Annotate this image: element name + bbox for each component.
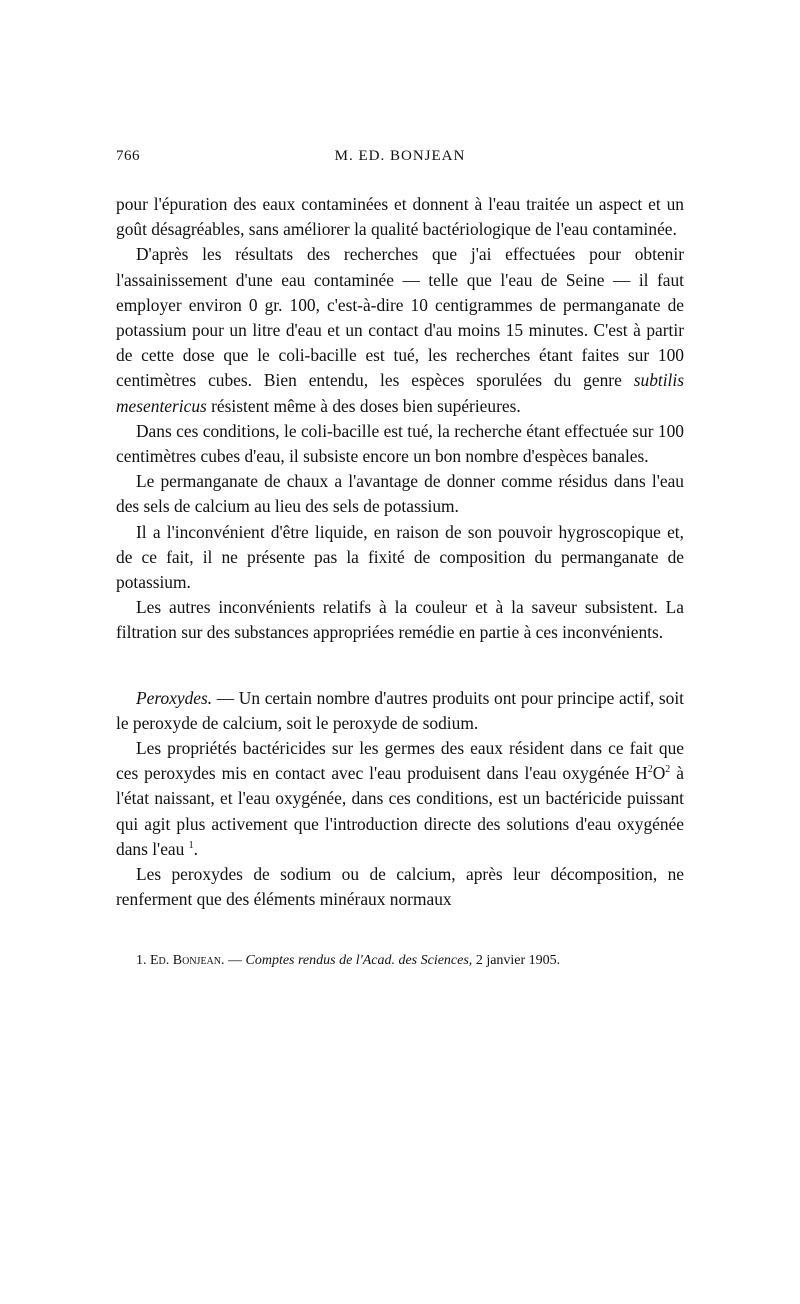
section-gap	[116, 646, 684, 686]
paragraph-1: pour l'épuration des eaux contaminées et donnent à l'eau traitée un aspect et un goût désagréables, sans améliorer la qualité bactériologique de l'eau contaminée.	[116, 194, 684, 240]
paragraph-5: Il a l'inconvénient d'être liquide, en raison de son pouvoir hygroscopique et, de ce fait, il ne présente pas la fixité de composition du permanganate de potassium.	[116, 521, 684, 593]
formula-subscript-1: 2	[647, 764, 653, 776]
book-page	[116, 148, 684, 970]
footnote-date: 2 janvier 1905.	[472, 953, 561, 969]
paragraph-7-text: — Un certain nombre d'autres produits ont pour principe actif, soit le peroxyde de calcium, soit le peroxyde de sodium.	[116, 687, 684, 733]
formula-oxygen: O	[652, 763, 666, 784]
page-number: 766	[116, 148, 140, 164]
paragraph-9: Les peroxydes de sodium ou de calcium, après leur décomposition, ne renferment que des éléments minéraux normaux	[116, 864, 684, 910]
paragraph-7	[116, 686, 684, 736]
footnote-citation: Comptes rendus de l'Acad. des Sciences,	[245, 953, 473, 969]
footnote-gap	[116, 912, 684, 952]
running-head	[116, 148, 684, 178]
paragraph-3: Dans ces conditions, le coli-bacille est tué, la recherche étant effectuée sur 100 centimètres cubes d'eau, il subsiste encore un bon nombre d'espèces banales.	[116, 420, 684, 467]
paragraph-2-text-b: résistent même à des doses bien supérieures.	[206, 395, 521, 416]
paragraph-8-text-c: .	[193, 838, 199, 859]
footnote-marker: 1	[136, 953, 143, 969]
paragraph-2	[116, 242, 684, 418]
paragraph-6: Les autres inconvénients relatifs à la couleur et à la saveur subsistent. La filtration sur des substances appropriées remédie en partie à ces inconvénients.	[116, 597, 684, 643]
paragraph-2-text-a: D'après les résultats des recherches que j'ai effectuées pour obtenir l'assainissement d'une eau contaminée — telle que l'eau de Seine — il faut employer environ 0 gr. 100, c'est-à-dire 10 centigrammes de permanganate de potassium pour un litre d'eau et un contact d'au moins 15 minutes. C'est à partir de cette dose que le coli-bacille est tué, les recherches étant faites sur 100 centimètres cubes. Bien entendu, les espèces sporulées du genre	[116, 244, 684, 391]
paragraph-8-text-a: Les propriétés bactéricides sur les germes des eaux résident dans ce fait que ces peroxydes mis en contact avec l'eau produisent dans l'eau oxygénée H	[116, 738, 684, 784]
body-text	[116, 192, 684, 912]
paragraph-8-text-b: à l'état naissant, et l'eau oxygénée, dans ces conditions, est un bactéricide puissant qui agit plus activement que l'introduction directe des solutions d'eau oxygénée dans l'eau	[116, 763, 684, 859]
species-name: subtilis mesentericus	[116, 370, 684, 416]
footnote-dash: —	[224, 953, 246, 969]
formula-subscript-2: 2	[665, 764, 671, 776]
paragraph-4: Le permanganate de chaux a l'avantage de donner comme résidus dans l'eau des sels de calcium au lieu des sels de potassium.	[116, 471, 684, 517]
footnote: 1. Ed. Bonjean. — Comptes rendus de l'Acad. des Sciences, 2 janvier 1905.	[136, 953, 561, 969]
paragraph-8	[116, 736, 684, 862]
footnote-reference: 1	[188, 840, 194, 852]
running-title: M. ED. BONJEAN	[334, 148, 466, 164]
section-heading-peroxydes: Peroxydes.	[136, 687, 213, 708]
footnote-author: Ed. Bonjean.	[150, 953, 225, 969]
